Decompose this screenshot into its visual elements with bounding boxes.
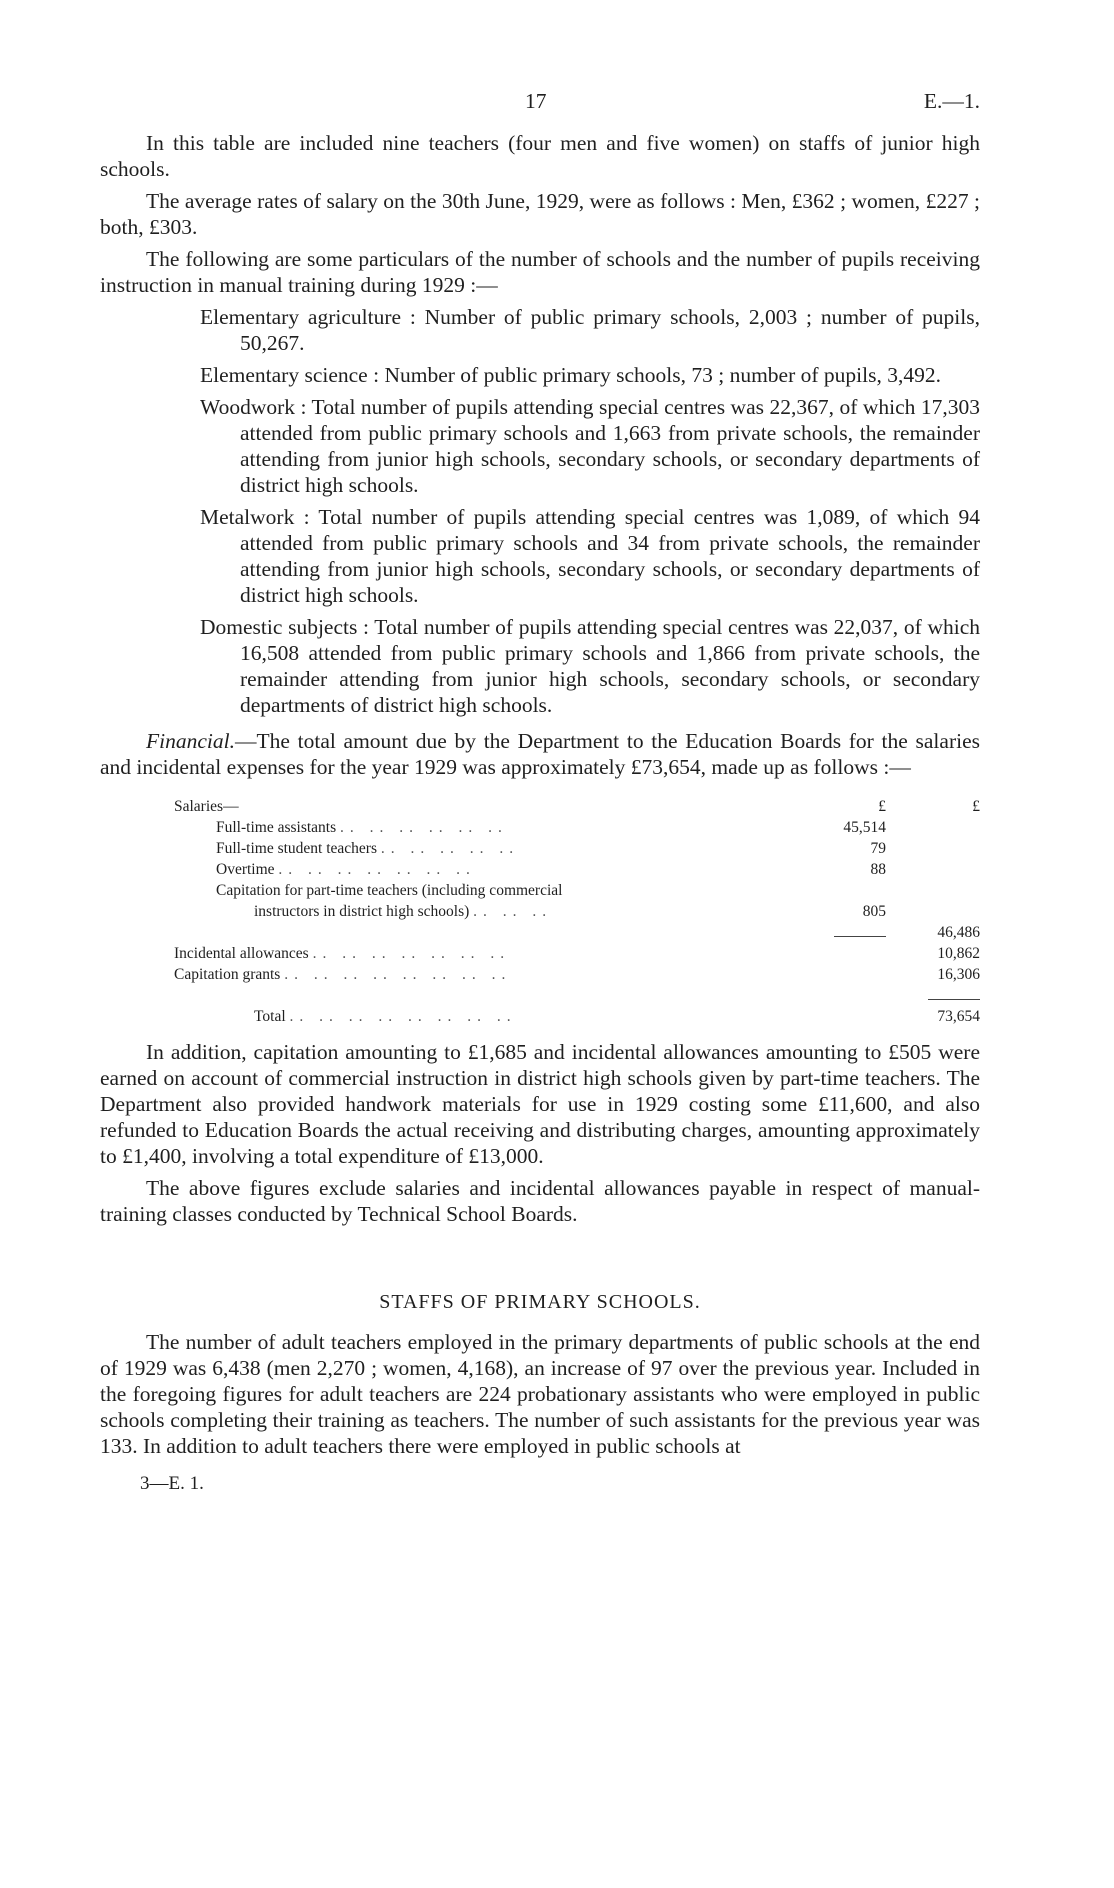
row-amount: 45,514 (843, 819, 886, 836)
finance-table (174, 796, 980, 1027)
table-row (174, 922, 980, 943)
financial-text: —The total amount due by the Department to the Education Boards for the salaries and incidental expenses for the year 1929 was approximately £73,654, made up as follows :— (100, 729, 980, 779)
financial-lead: Financial. (146, 729, 235, 753)
currency-header-2: £ (972, 798, 980, 815)
row-label: Total (254, 1008, 286, 1025)
table-row: Full-time student teachers .. .. .. .. .. 79 (216, 840, 886, 857)
row-amount: 805 (862, 903, 886, 920)
paragraph-additional-capitation: In addition, capitation amounting to £1,685 and incidental allowances amounting to £505 were earned on account of commercial instruction in district high schools given by part-time teachers. The Department also provided handwork materials for use in 1929 costing some £11,600, and also refunded to Education Boards the actual receiving and distributing charges, amounting approximately to £1,400, involving a total expenditure of £13,000. (100, 1040, 980, 1168)
paragraph-manual-training-intro: The following are some particulars of the number of schools and the number of pupils receiving instruction in manual training during 1929 :— (100, 247, 980, 297)
table-row: Incidental allowances .. .. .. .. .. .. .. 10,862 (174, 945, 980, 962)
row-label: Overtime (216, 861, 275, 878)
table-row (174, 985, 980, 1006)
item-elementary-agriculture: Elementary agriculture : Number of public primary schools, 2,003 ; number of pupils, 50,267. (200, 305, 980, 355)
item-metalwork: Metalwork : Total number of pupils attending special centres was 1,089, of which 94 attended from public primary schools and 34 from private schools, the remainder attending from junior high schools, secondary schools, or secondary departments of district high schools. (200, 505, 980, 607)
table-row (174, 796, 980, 817)
item-domestic-subjects: Domestic subjects : Total number of pupils attending special centres was 22,037, of which 16,508 attended from public primary schools and 1,866 from private schools, the remainder attending from junior high schools, secondary schools, or secondary departments of district high schools. (200, 615, 980, 717)
item-woodwork: Woodwork : Total number of pupils attending special centres was 22,367, of which 17,303 attended from public primary schools and 1,663 from private schools, the remainder attending from junior high schools, secondary schools, or secondary departments of district high schools. (200, 395, 980, 497)
row-label: instructors in district high schools) (254, 903, 470, 920)
table-row: Capitation grants .. .. .. .. .. .. .. .. 16,306 (174, 966, 980, 983)
section-heading: STAFFS OF PRIMARY SCHOOLS. (379, 1291, 701, 1313)
table-row: Full-time assistants .. .. .. .. .. .. 45,514 (216, 819, 886, 836)
currency-header-1: £ (878, 798, 886, 815)
row-amount: 46,486 (937, 924, 980, 941)
row-amount: 10,862 (937, 945, 980, 962)
document-page (100, 88, 980, 1497)
row-label: Capitation for part-time teachers (including commercial (216, 882, 563, 899)
row-amount: 79 (870, 840, 886, 857)
table-row: Overtime .. .. .. .. .. .. .. 88 (216, 861, 886, 878)
row-label: Incidental allowances (174, 945, 309, 962)
row-label: Capitation grants (174, 966, 281, 983)
row-amount: 16,306 (937, 966, 980, 983)
page-number: 17 (525, 89, 547, 113)
table-row: instructors in district high schools) .. .. .. 805 (254, 903, 886, 920)
row-amount: 73,654 (937, 1008, 980, 1025)
table-row: Total .. .. .. .. .. .. .. .. 73,654 (254, 1008, 980, 1025)
table-row (174, 880, 980, 901)
subtotal-rule (834, 936, 886, 937)
row-amount: 88 (870, 861, 886, 878)
section-code: E.—1. (923, 89, 980, 113)
item-elementary-science: Elementary science : Number of public primary schools, 73 ; number of pupils, 3,492. (200, 363, 941, 387)
paragraph-staffs: The number of adult teachers employed in the primary departments of public schools at the end of 1929 was 6,438 (men 2,270 ; women, 4,168), an increase of 97 over the previous year. Included in the foregoing figures for adult teachers are 224 probationary assistants who were employed in public schools completing their training as teachers. The number of such assistants for the previous year was 133. In addition to adult teachers there were employed in public schools at (100, 1330, 980, 1458)
paragraph-junior-high: In this table are included nine teachers (four men and five women) on staffs of junior high schools. (100, 131, 980, 181)
row-label: Full-time assistants (216, 819, 337, 836)
total-rule (928, 999, 980, 1000)
page-signature: 3—E. 1. (140, 1473, 204, 1494)
paragraph-salary-rates: The average rates of salary on the 30th June, 1929, were as follows : Men, £362 ; women, £227 ; both, £303. (100, 189, 980, 239)
paragraph-financial (100, 728, 980, 780)
paragraph-exclusions: The above figures exclude salaries and incidental allowances payable in respect of manual-training classes conducted by Technical School Boards. (100, 1176, 980, 1226)
page-header (100, 88, 980, 130)
salaries-label: Salaries— (174, 798, 239, 815)
row-label: Full-time student teachers (216, 840, 377, 857)
